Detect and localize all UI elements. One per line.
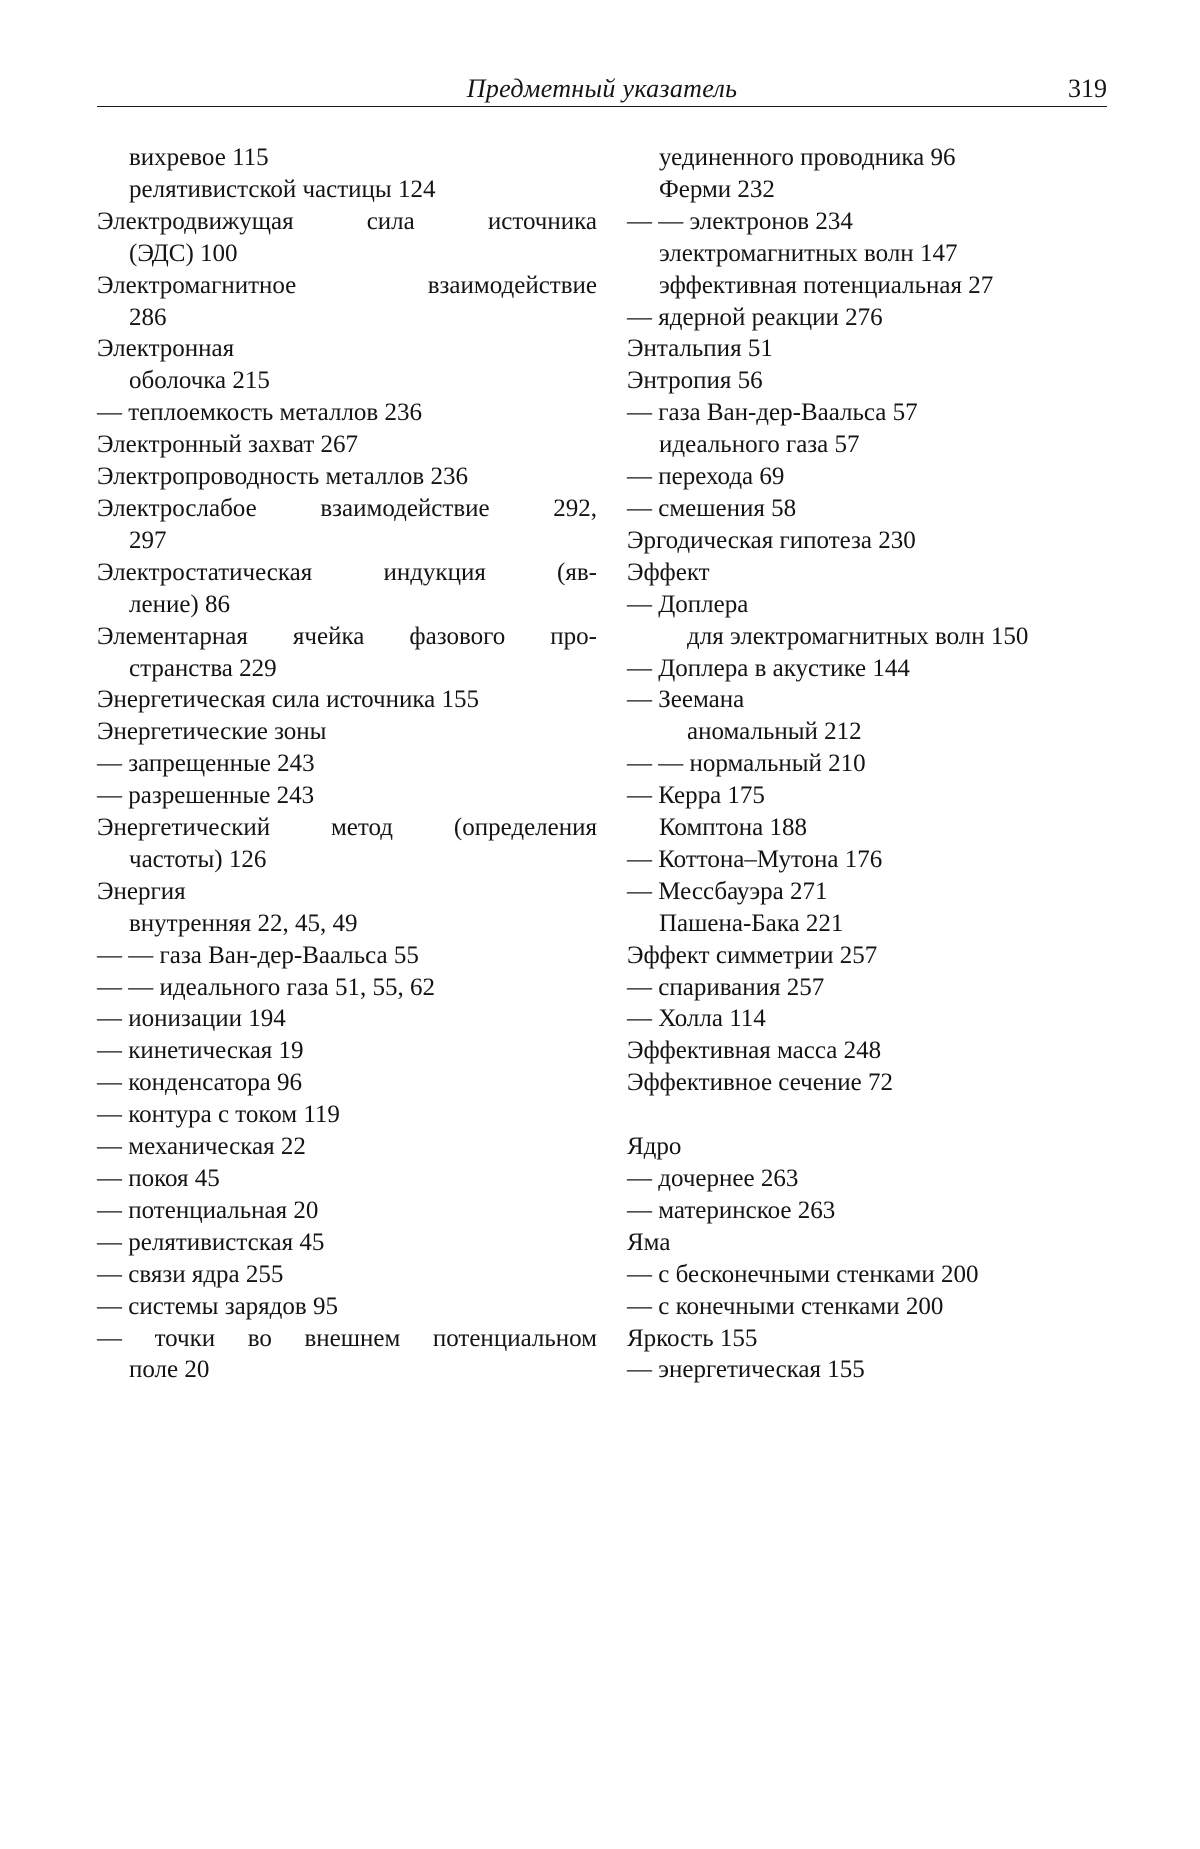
index-entry: — — нормальный 210 [627,750,866,778]
index-entry: — ядерной реакции 276 [627,303,883,331]
index-entry: Электродвижущая сила источника [97,207,597,235]
index-entry: странства 229 [129,654,277,682]
index-entry: Эффективная масса 248 [627,1037,882,1065]
index-entry: Энтропия 56 [627,367,763,395]
index-entry: — материнское 263 [627,1196,836,1224]
index-entry: вихревое 115 [129,144,269,171]
index-entry: — газа Ван-дер-Ваальса 57 [627,399,918,427]
index-entry: Энергетический метод (определения [97,814,597,842]
index-entry: — Доплера в акустике 144 [627,654,910,682]
index-entry: Электростатическая индукция (яв- [97,558,597,586]
index-entry: — ионизации 194 [97,1005,286,1033]
index-entry: Эффективное сечение 72 [627,1069,893,1097]
index-entry: эффективная потенциальная 27 [659,271,994,299]
index-entry: Энергетические зоны [97,718,327,746]
index-entry: — — идеального газа 51, 55, 62 [97,973,436,1001]
index-entry: — — газа Ван-дер-Ваальса 55 [97,941,419,969]
index-entry: Элементарная ячейка фазового про- [97,622,597,650]
index-entry: Комптона 188 [659,814,807,842]
index-entry: — точки во внешнем потенциальном [97,1324,597,1352]
index-entry: Эффект симметрии 257 [627,941,878,969]
index-entry: поле 20 [129,1356,210,1384]
index-column-right [627,142,1127,1386]
index-entry: — Керра 175 [627,782,765,810]
index-entry: — Мессбауэра 271 [627,877,828,905]
index-entry: Электрослабое взаимодействие 292, [97,494,597,522]
index-column-left [97,142,597,1386]
index-entry: Электромагнитное взаимодействие [97,271,597,299]
index-entry: — механическая 22 [97,1133,306,1161]
index-entry: — энергетическая 155 [627,1356,865,1384]
index-entry: внутренняя 22, 45, 49 [129,909,358,937]
index-entry: — дочернее 263 [627,1164,799,1192]
index-entry: Ядро [627,1133,682,1161]
index-entry: — связи ядра 255 [97,1260,284,1288]
index-entry: Электропроводность металлов 236 [97,463,468,491]
index-entry: — Зеемана [627,686,745,714]
index-entry: частоты) 126 [129,845,267,873]
index-entry: — — электронов 234 [627,207,853,235]
index-entry: ление) 86 [129,590,231,618]
index-entry: Ферми 232 [659,175,775,203]
index-entry: — спаривания 257 [627,973,825,1001]
index-entry: — Холла 114 [627,1005,766,1033]
index-entry: — релятивистская 45 [97,1228,325,1256]
index-entry: Энергетическая сила источника 155 [97,686,479,714]
index-entry: — системы зарядов 95 [97,1292,338,1320]
running-header [97,74,1107,108]
index-spacer [627,1099,1127,1131]
index-entry: Электронная [97,335,235,363]
index-entry: релятивистской частицы 124 [129,175,436,203]
index-entry: электромагнитных волн 147 [659,239,958,267]
header-rule [97,106,1107,107]
index-entry: — разрешенные 243 [97,782,315,810]
index-entry: Эргодическая гипотеза 230 [627,526,916,554]
index-entry: Яркость 155 [627,1324,758,1352]
index-entry: — Доплера [627,590,749,618]
index-entry: Яма [627,1228,671,1256]
index-entry: — покоя 45 [97,1165,220,1192]
index-entry: — конденсатора 96 [97,1069,302,1097]
index-entry: аномальный 212 [687,718,862,746]
index-entry: 297 [129,526,167,554]
index-entry: — перехода 69 [627,463,785,491]
index-entry: уединенного проводника 96 [659,144,956,171]
index-entry: — Коттона–Мутона 176 [627,845,883,873]
index-entry: Энергия [97,877,186,905]
index-entry: 286 [129,303,167,331]
index-entry: — теплоемкость металлов 236 [97,399,422,427]
index-entry: — с конечными стенками 200 [627,1292,944,1320]
index-entry: — с бесконечными стенками 200 [627,1260,979,1288]
running-title: Предметный указатель [466,74,738,103]
index-entry: — кинетическая 19 [97,1037,304,1065]
index-entry: — контура с током 119 [97,1101,340,1129]
index-entry: Электронный захват 267 [97,431,359,459]
index-entry: идеального газа 57 [659,431,860,459]
index-entry: оболочка 215 [129,367,270,395]
index-entry: Энтальпия 51 [627,335,773,363]
index-entry: для электромагнитных волн 150 [687,622,1029,650]
index-entry: — запрещенные 243 [97,750,315,778]
index-entry: — смешения 58 [627,494,797,522]
page-number: 319 [1068,74,1107,103]
index-entry: Пашена-Бака 221 [659,909,844,937]
index-entry: — потенциальная 20 [97,1196,319,1224]
index-entry: Эффект [627,558,710,586]
index-entry: (ЭДС) 100 [129,239,238,267]
